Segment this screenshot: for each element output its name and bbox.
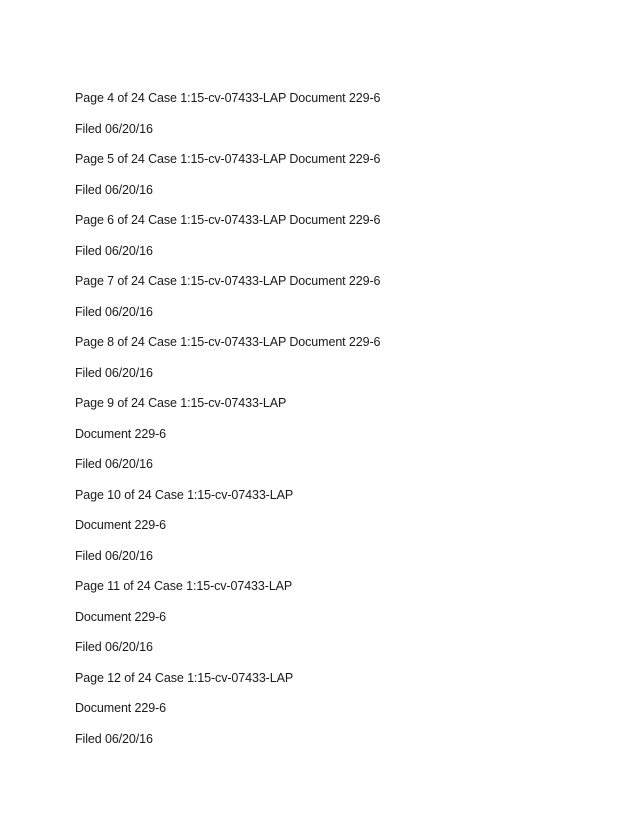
text-line-document: Document 229-6: [75, 609, 167, 624]
text-line-filed: Filed 06/20/16: [75, 243, 153, 258]
text-line-page-4: Page 4 of 24 Case 1:15-cv-07433-LAP Document 229-6: [75, 91, 381, 105]
text-line-document: Document 229-6: [75, 518, 167, 532]
text-line-page-7: Page 7 of 24 Case 1:15-cv-07433-LAP Document 229-6: [75, 274, 381, 288]
text-line-filed: Filed 06/20/16: [75, 457, 153, 471]
text-line-page-12: Page 12 of 24 Case 1:15-cv-07433-LAP: [75, 670, 294, 685]
text-line-filed: Filed 06/20/16: [75, 304, 153, 319]
text-line-page-10: Page 10 of 24 Case 1:15-cv-07433-LAP: [75, 487, 294, 502]
text-line-page-11: Page 11 of 24 Case 1:15-cv-07433-LAP: [75, 579, 293, 593]
text-line-document: Document 229-6: [75, 701, 167, 715]
text-line-filed: Filed 06/20/16: [75, 731, 153, 746]
text-line-page-9: Page 9 of 24 Case 1:15-cv-07433-LAP: [75, 396, 287, 410]
document-text: [75, 90, 380, 761]
text-line-filed: Filed 06/20/16: [75, 365, 153, 380]
text-line-filed: Filed 06/20/16: [75, 182, 153, 197]
text-line-page-8: Page 8 of 24 Case 1:15-cv-07433-LAP Document 229-6: [75, 335, 381, 349]
text-line-page-5: Page 5 of 24 Case 1:15-cv-07433-LAP Document 229-6: [75, 152, 381, 166]
text-line-filed: Filed 06/20/16: [75, 640, 153, 654]
text-line-filed: Filed 06/20/16: [75, 121, 153, 136]
text-line-page-6: Page 6 of 24 Case 1:15-cv-07433-LAP Document 229-6: [75, 213, 381, 227]
text-line-filed: Filed 06/20/16: [75, 548, 153, 563]
text-line-document: Document 229-6: [75, 426, 167, 441]
